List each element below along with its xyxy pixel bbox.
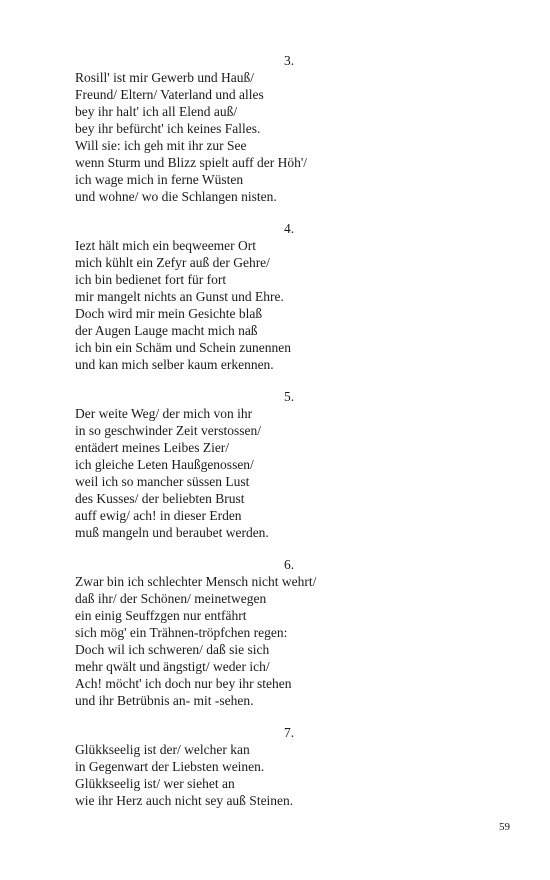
verse-line: Rosill' ist mir Gewerb und Hauß/ <box>75 70 255 85</box>
verse-line: und kan mich selber kaum erkennen. <box>75 357 274 372</box>
stanza-number: 4. <box>283 221 295 236</box>
verse-line: Glükkseelig ist/ wer siehet an <box>75 776 235 791</box>
page-number: 59 <box>499 821 510 833</box>
verse-line: Will sie: ich geh mit ihr zur See <box>75 138 247 153</box>
verse-line: bey ihr befürcht' ich keines Falles. <box>75 121 261 136</box>
verse-line: des Kusses/ der beliebten Brust <box>75 491 245 506</box>
stanza-number: 5. <box>283 389 295 404</box>
verse-line: in so geschwinder Zeit verstossen/ <box>75 423 261 438</box>
verse-line: daß ihr/ der Schönen/ meinetwegen <box>75 591 267 606</box>
verse-line: weil ich so mancher süssen Lust <box>75 474 250 489</box>
verse-line: mich kühlt ein Zefyr auß der Gehre/ <box>75 255 270 270</box>
verse-line: und ihr Betrübnis an- mit -sehen. <box>75 693 254 708</box>
verse-line: muß mangeln und beraubet werden. <box>75 525 269 540</box>
stanza-6 <box>75 556 495 709</box>
verse-line: Doch wird mir mein Gesichte blaß <box>75 306 263 321</box>
verse-line: ich bin bedienet fort für fort <box>75 272 227 287</box>
verse-line: ich wage mich in ferne Wüsten <box>75 172 244 187</box>
verse-line: mehr qwält und ängstigt/ weder ich/ <box>75 659 270 674</box>
stanza-3 <box>75 52 495 205</box>
verse-line: Der weite Weg/ der mich von ihr <box>75 406 253 421</box>
verse-line: entädert meines Leibes Zier/ <box>75 440 230 455</box>
verse-line: Zwar bin ich schlechter Mensch nicht wehrt/ <box>75 574 317 589</box>
stanza-7 <box>75 724 495 809</box>
verse-line: Ach! möcht' ich doch nur bey ihr stehen <box>75 676 292 691</box>
verse-line: sich mög' ein Trähnen-tröpfchen regen: <box>75 625 288 640</box>
verse-line: Glükkseelig ist der/ welcher kan <box>75 742 250 757</box>
verse-line: und wohne/ wo die Schlangen nisten. <box>75 189 277 204</box>
verse-line: bey ihr halt' ich all Elend auß/ <box>75 104 238 119</box>
verse-line: Freund/ Eltern/ Vaterland und alles <box>75 87 264 102</box>
verse-line: wie ihr Herz auch nicht sey auß Steinen. <box>75 793 294 808</box>
stanza-number: 3. <box>283 53 295 68</box>
verse-line: Iezt hält mich ein beqweemer Ort <box>75 238 257 253</box>
verse-line: ich gleiche Leten Haußgenossen/ <box>75 457 254 472</box>
verse-line: wenn Sturm und Blizz spielt auff der Höh'/ <box>75 155 308 170</box>
verse-line: ich bin ein Schäm und Schein zunennen <box>75 340 291 355</box>
verse-line: der Augen Lauge macht mich naß <box>75 323 258 338</box>
verse-line: auff ewig/ ach! in dieser Erden <box>75 508 242 523</box>
stanza-number: 7. <box>283 725 295 740</box>
verse-line: ein einig Seuffzgen nur entfährt <box>75 608 247 623</box>
verse-line: mir mangelt nichts an Gunst und Ehre. <box>75 289 284 304</box>
verse-line: in Gegenwart der Liebsten weinen. <box>75 759 265 774</box>
stanza-number: 6. <box>283 557 295 572</box>
stanza-4 <box>75 220 495 373</box>
stanza-5 <box>75 388 495 541</box>
verse-line: Doch wil ich schweren/ daß sie sich <box>75 642 270 657</box>
